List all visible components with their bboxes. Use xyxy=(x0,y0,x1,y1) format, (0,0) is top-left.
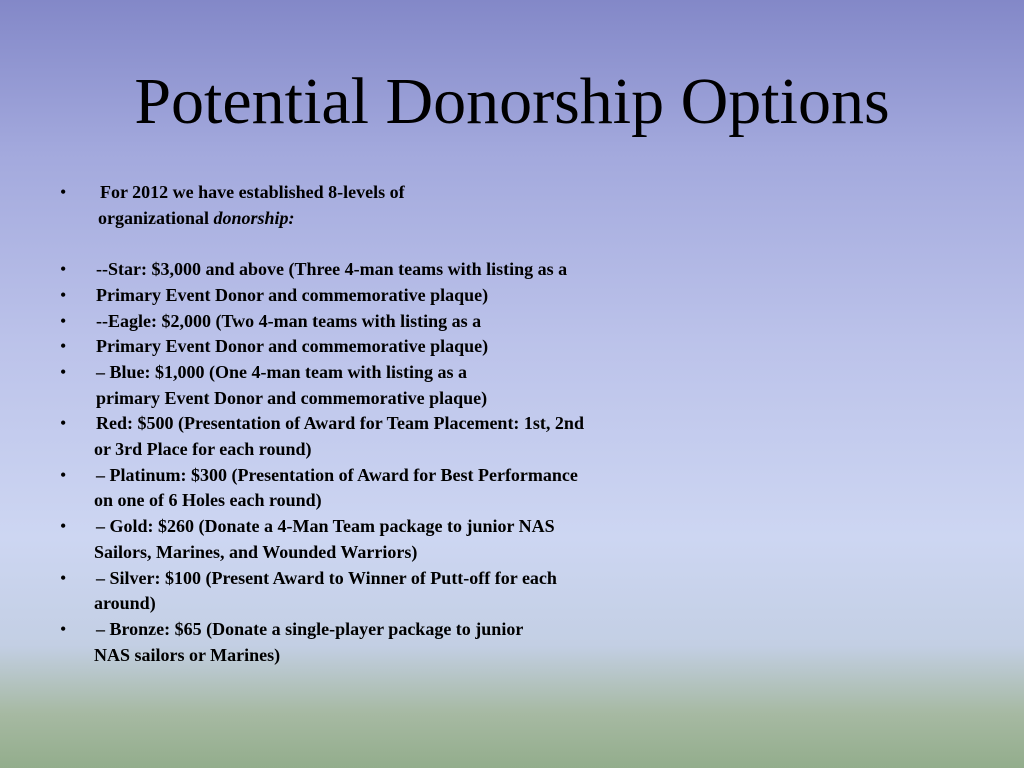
bullet-icon: • xyxy=(60,361,67,382)
bullet-item-gold xyxy=(60,514,720,565)
bullet-line: For 2012 we have established 8-levels of xyxy=(100,182,405,202)
bullet-line: Red: $500 (Presentation of Award for Team Placement: 1st, 2nd xyxy=(96,413,584,434)
bullet-line: – Bronze: $65 (Donate a single-player package to junior xyxy=(96,618,524,639)
bullet-icon: • xyxy=(60,413,67,434)
bullet-line: around) xyxy=(94,593,156,614)
bullet-icon: • xyxy=(60,310,67,331)
bullet-line: Primary Event Donor and commemorative plaque) xyxy=(96,284,489,305)
bullet-item-eagle xyxy=(60,309,720,335)
bullet-line: Primary Event Donor and commemorative plaque) xyxy=(96,336,489,357)
bullet-list xyxy=(60,180,720,668)
bullet-item-eagle-continued xyxy=(60,334,720,360)
bullet-item-platinum xyxy=(60,463,720,514)
bullet-icon: • xyxy=(60,182,67,202)
bullet-text: organizational xyxy=(98,207,214,228)
bullet-icon: • xyxy=(60,516,67,537)
bullet-icon: • xyxy=(60,259,67,280)
bullet-item-bronze xyxy=(60,617,720,668)
bullet-icon: • xyxy=(60,284,67,305)
bullet-line: or 3rd Place for each round) xyxy=(94,439,312,460)
bullet-item-blue xyxy=(60,360,720,411)
bullet-line: --Eagle: $2,000 (Two 4-man teams with listing as a xyxy=(96,310,482,331)
bullet-icon: • xyxy=(60,464,67,485)
bullet-item-red xyxy=(60,411,720,462)
slide-title: Potential Donorship Options xyxy=(134,65,890,138)
bullet-line: – Blue: $1,000 (One 4-man team with listing as a xyxy=(96,361,467,382)
bullet-line xyxy=(94,206,720,232)
bullet-icon: • xyxy=(60,336,67,357)
bullet-line: NAS sailors or Marines) xyxy=(94,644,281,665)
bullet-line: --Star: $3,000 and above (Three 4-man teams with listing as a xyxy=(96,259,568,280)
bullet-icon: • xyxy=(60,567,67,588)
bullet-line: on one of 6 Holes each round) xyxy=(94,490,322,511)
bullet-line: – Gold: $260 (Donate a 4-Man Team package to junior NAS xyxy=(96,516,555,537)
bullet-line: – Platinum: $300 (Presentation of Award for Best Performance xyxy=(96,464,578,485)
spacer xyxy=(60,231,720,257)
bullet-item-star xyxy=(60,257,720,283)
bullet-item-intro xyxy=(60,180,720,231)
bullet-line: – Silver: $100 (Present Award to Winner of Putt-off for each xyxy=(96,567,557,588)
bullet-line: Sailors, Marines, and Wounded Warriors) xyxy=(94,541,418,562)
bullet-item-silver xyxy=(60,566,720,617)
bullet-icon: • xyxy=(60,618,67,639)
bullet-emphasis: donorship: xyxy=(213,207,295,228)
bullet-item-star-continued xyxy=(60,283,720,309)
bullet-line: primary Event Donor and commemorative plaque) xyxy=(96,387,488,408)
